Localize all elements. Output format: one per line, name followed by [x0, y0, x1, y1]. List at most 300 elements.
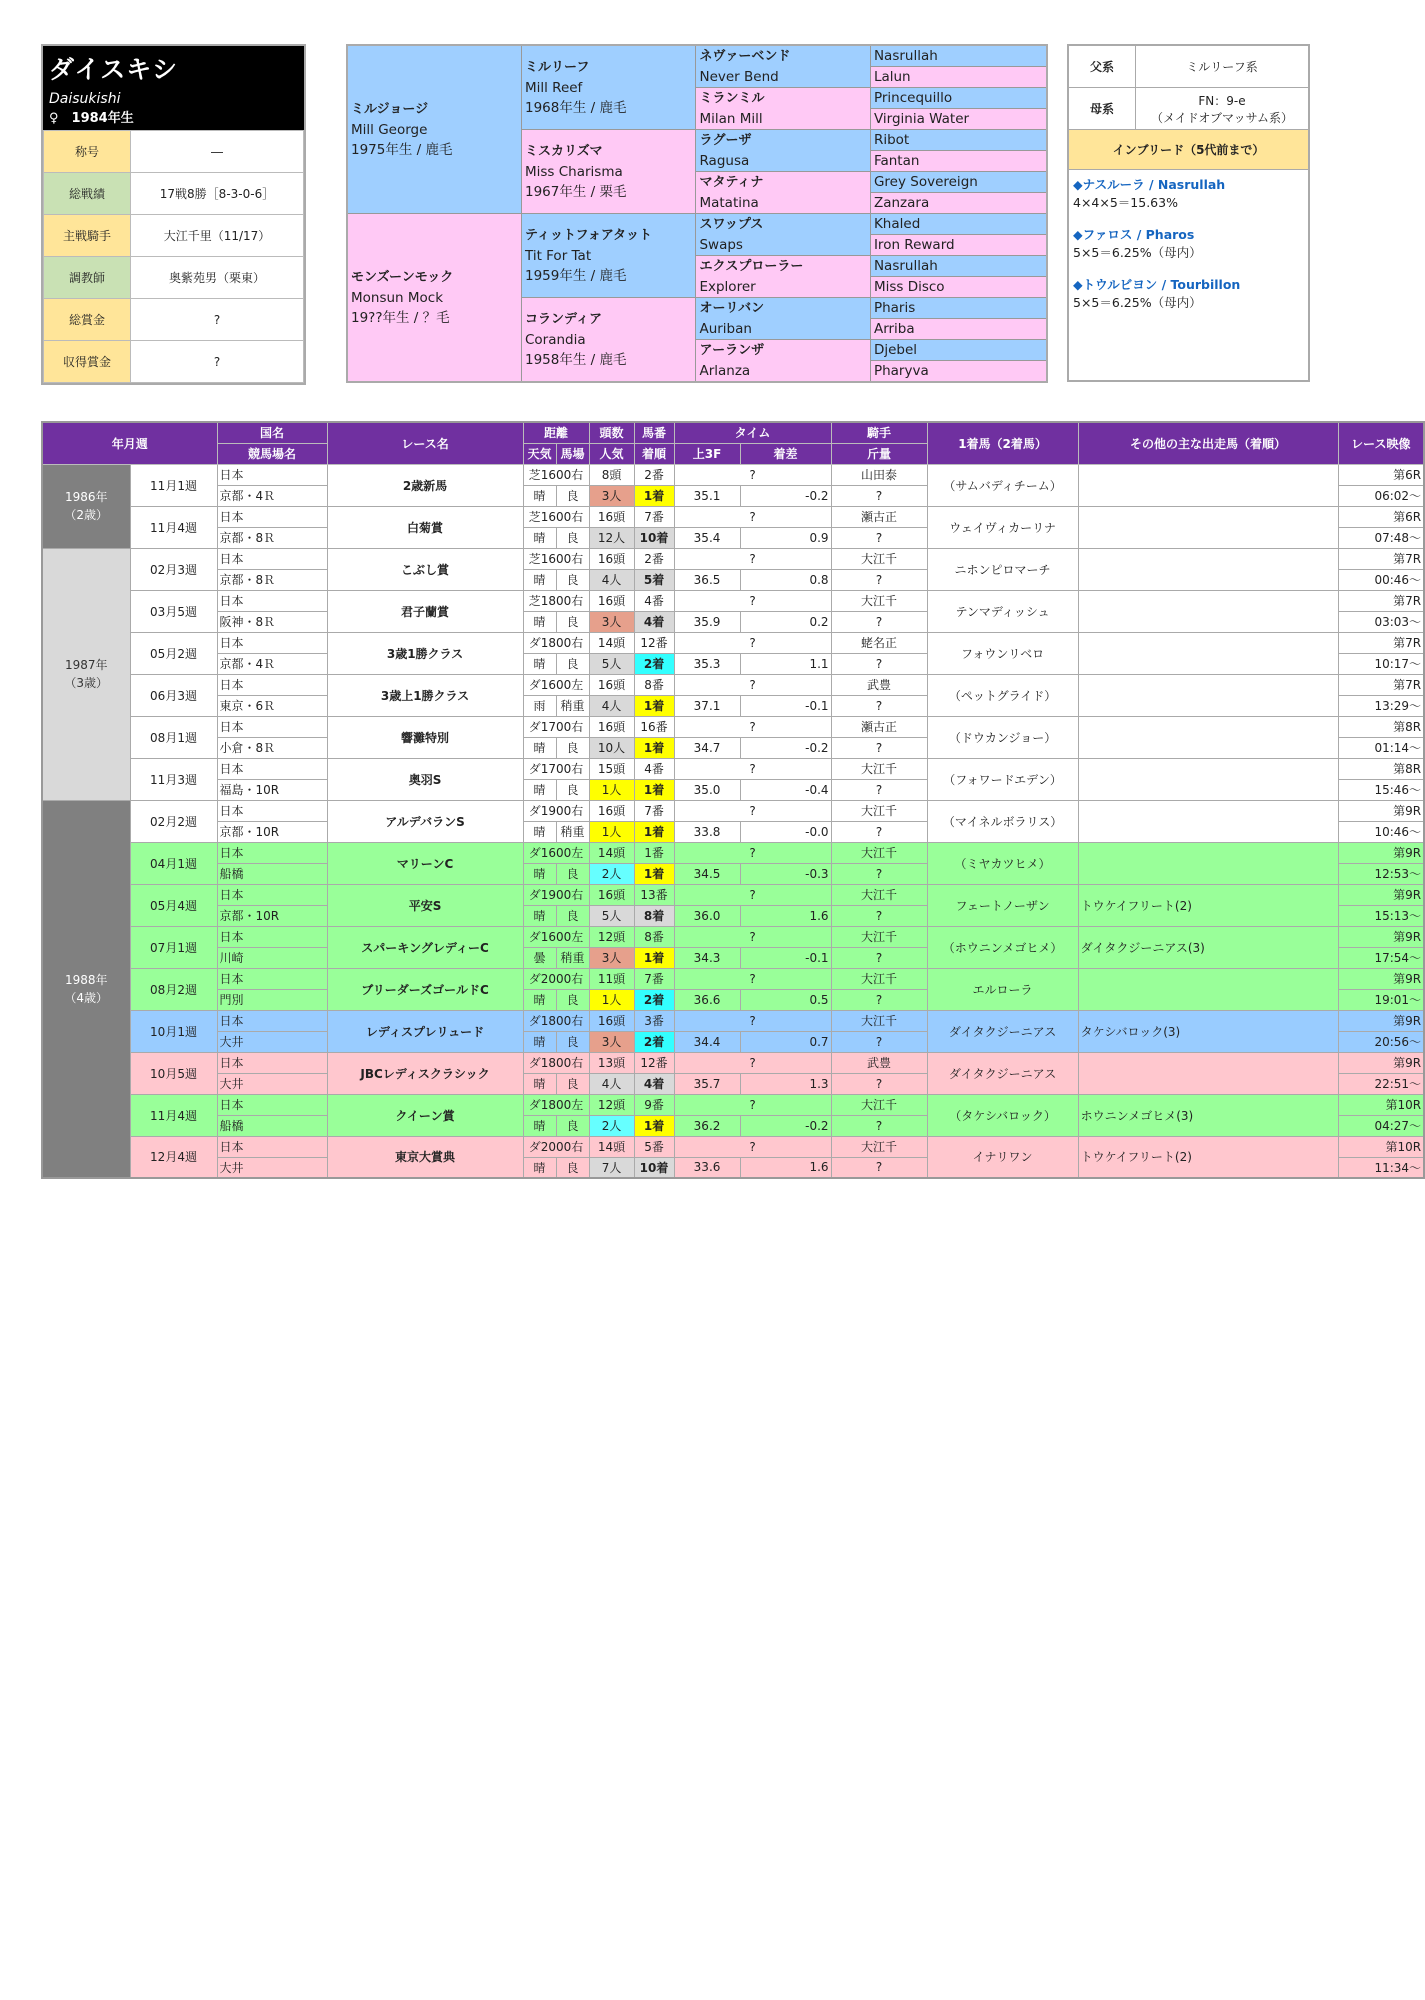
race-margin: -0.4: [740, 779, 831, 800]
race-others: [1078, 800, 1338, 842]
race-distance: ダ1800右: [523, 1010, 589, 1031]
race-distance: ダ1800右: [523, 632, 589, 653]
race-video-time[interactable]: 19:01～: [1338, 989, 1424, 1010]
race-jockey: 大江千: [831, 1010, 927, 1031]
profile-value: ―: [131, 131, 304, 173]
age-label: （4歳）: [64, 990, 109, 1005]
pedigree-name-en: Tit For Tat: [524, 247, 592, 264]
pedigree-name-jp: エクスプローラー: [699, 258, 804, 274]
pedigree-g4-ancestor: Djebel: [870, 340, 1047, 361]
pedigree-name-jp: ミスカリズマ: [524, 143, 603, 159]
year-cell: [42, 800, 130, 1178]
race-last3f: 36.6: [674, 989, 740, 1010]
race-weight: ?: [831, 779, 927, 800]
race-margin: -0.0: [740, 821, 831, 842]
race-jockey: 大江千: [831, 548, 927, 569]
race-year-month: 08月2週: [130, 968, 217, 1010]
race-others: トウケイフリート(2): [1078, 1136, 1338, 1178]
race-video-time[interactable]: 01:14～: [1338, 737, 1424, 758]
race-country: 日本: [217, 548, 327, 569]
race-number: 8番: [634, 926, 674, 947]
horse-name-block: [43, 46, 304, 130]
race-number: 12番: [634, 632, 674, 653]
race-condition: 稍重: [556, 947, 589, 968]
race-year-month: 10月5週: [130, 1052, 217, 1094]
race-track: 門別: [217, 989, 327, 1010]
race-finish: 1着: [634, 947, 674, 968]
race-others: [1078, 590, 1338, 632]
race-last3f: 36.5: [674, 569, 740, 590]
race-heads: 11頭: [589, 968, 634, 989]
pedigree-great-grandparent: [696, 298, 870, 340]
race-condition: 良: [556, 1031, 589, 1052]
race-weight: ?: [831, 737, 927, 758]
race-name: 君子蘭賞: [327, 590, 523, 632]
race-winner: （サムバディチーム）: [927, 464, 1078, 506]
race-weight: ?: [831, 569, 927, 590]
race-jockey: 大江千: [831, 590, 927, 611]
race-heads: 12頭: [589, 926, 634, 947]
race-distance: 芝1600右: [523, 548, 589, 569]
race-track: 京都・8Ｒ: [217, 527, 327, 548]
year-cell: [42, 464, 130, 548]
race-row-top: [42, 842, 1424, 863]
race-popularity: 4人: [589, 569, 634, 590]
pedigree-name-en: Ragusa: [699, 152, 750, 169]
th-jockey: 騎手: [831, 422, 927, 443]
race-weather: 晴: [523, 1031, 556, 1052]
race-weight: ?: [831, 1115, 927, 1136]
race-track: 京都・4Ｒ: [217, 653, 327, 674]
th-margin: 着差: [740, 443, 831, 464]
race-number: 7番: [634, 506, 674, 527]
race-name: 響灘特別: [327, 716, 523, 758]
race-video-round[interactable]: 第10R: [1338, 1136, 1424, 1157]
race-country: 日本: [217, 590, 327, 611]
race-row-top: [42, 1094, 1424, 1115]
race-number: 7番: [634, 968, 674, 989]
th-winner: 1着馬（2着馬）: [927, 422, 1078, 464]
pedigree-grandparent: [521, 298, 695, 383]
pedigree-name-en: Never Bend: [699, 68, 779, 85]
race-number: 9番: [634, 1094, 674, 1115]
pedigree-g4-ancestor: Zanzara: [870, 193, 1047, 214]
race-heads: 13頭: [589, 1052, 634, 1073]
race-video-round[interactable]: 第7R: [1338, 548, 1424, 569]
race-distance: ダ1600左: [523, 674, 589, 695]
race-track: 福島・10R: [217, 779, 327, 800]
race-record-table: [41, 421, 1425, 1179]
th-popularity: 人気: [589, 443, 634, 464]
race-time: ?: [674, 506, 831, 527]
race-row-top: [42, 1136, 1424, 1157]
profile-table: [43, 130, 304, 383]
race-heads: 16頭: [589, 590, 634, 611]
th-others: その他の主な出走馬（着順）: [1078, 422, 1338, 464]
race-row-top: [42, 884, 1424, 905]
race-others: ダイタクジーニアス(3): [1078, 926, 1338, 968]
pedigree-great-grandparent: [696, 45, 870, 88]
race-weather: 雨: [523, 695, 556, 716]
race-time: ?: [674, 674, 831, 695]
race-distance: ダ1600左: [523, 926, 589, 947]
race-popularity: 2人: [589, 863, 634, 884]
race-condition: 良: [556, 737, 589, 758]
race-winner: フェートノーザン: [927, 884, 1078, 926]
race-video-round[interactable]: 第10R: [1338, 1094, 1424, 1115]
race-jockey: 山田泰: [831, 464, 927, 485]
pedigree-name-jp: ミルリーフ: [524, 59, 590, 75]
race-distance: 芝1800右: [523, 590, 589, 611]
race-jockey: 大江千: [831, 926, 927, 947]
race-condition: 良: [556, 569, 589, 590]
race-weight: ?: [831, 653, 927, 674]
race-weight: ?: [831, 947, 927, 968]
race-last3f: 34.7: [674, 737, 740, 758]
race-track: 船橋: [217, 863, 327, 884]
race-year-month: 05月4週: [130, 884, 217, 926]
race-video-round[interactable]: 第8R: [1338, 758, 1424, 779]
race-weather: 晴: [523, 569, 556, 590]
race-margin: 0.9: [740, 527, 831, 548]
pedigree-name-en: Mill George: [351, 121, 428, 138]
race-popularity: 12人: [589, 527, 634, 548]
year-label: 1988年: [64, 972, 108, 987]
th-heads: 頭数: [589, 422, 634, 443]
pedigree-name-jp: ネヴァーベンド: [699, 48, 791, 64]
race-number: 3番: [634, 1010, 674, 1031]
pedigree-g4-ancestor: Nasrullah: [870, 45, 1047, 67]
th-last3f: 上3F: [674, 443, 740, 464]
pedigree-grandparent: [521, 214, 695, 298]
race-popularity: 1人: [589, 821, 634, 842]
race-finish: 5着: [634, 569, 674, 590]
inbreed-ancestor: ◆ファロス / Pharos: [1073, 227, 1195, 242]
pedigree-row: [347, 45, 1047, 67]
race-video-time[interactable]: 10:46～: [1338, 821, 1424, 842]
race-country: 日本: [217, 968, 327, 989]
race-video-time[interactable]: 20:56～: [1338, 1031, 1424, 1052]
race-country: 日本: [217, 1136, 327, 1157]
pedigree-great-grandparent: [696, 214, 870, 256]
race-popularity: 1人: [589, 779, 634, 800]
race-video-round[interactable]: 第9R: [1338, 1052, 1424, 1073]
race-weather: 晴: [523, 1157, 556, 1178]
race-number: 2番: [634, 548, 674, 569]
race-winner: （マイネルボラリス）: [927, 800, 1078, 842]
race-last3f: 36.0: [674, 905, 740, 926]
race-row-top: [42, 590, 1424, 611]
race-track: 阪神・8Ｒ: [217, 611, 327, 632]
race-number: 5番: [634, 1136, 674, 1157]
race-finish: 2着: [634, 1031, 674, 1052]
race-video-round[interactable]: 第9R: [1338, 884, 1424, 905]
race-winner: イナリワン: [927, 1136, 1078, 1178]
race-distance: ダ1700右: [523, 758, 589, 779]
race-popularity: 10人: [589, 737, 634, 758]
race-year-month: 10月1週: [130, 1010, 217, 1052]
race-number: 4番: [634, 758, 674, 779]
race-winner: フォウンリベロ: [927, 632, 1078, 674]
race-number: 8番: [634, 674, 674, 695]
race-weight: ?: [831, 485, 927, 506]
race-video-time[interactable]: 15:13～: [1338, 905, 1424, 926]
race-winner: （タケシバロック）: [927, 1094, 1078, 1136]
race-condition: 良: [556, 989, 589, 1010]
race-track: 京都・8Ｒ: [217, 569, 327, 590]
race-year-month: 11月3週: [130, 758, 217, 800]
race-video-round[interactable]: 第8R: [1338, 716, 1424, 737]
pedigree-name-en: Swaps: [699, 236, 743, 253]
horse-name-en: Daisukishi: [49, 91, 121, 107]
dam-line-family: FN：9-e: [1198, 93, 1246, 108]
pedigree-name-jp: ラグーザ: [699, 132, 752, 148]
pedigree-g4-ancestor: Miss Disco: [870, 277, 1047, 298]
th-video: レース映像: [1338, 422, 1424, 464]
race-country: 日本: [217, 1010, 327, 1031]
race-video-time[interactable]: 15:46～: [1338, 779, 1424, 800]
race-video-round[interactable]: 第9R: [1338, 800, 1424, 821]
race-heads: 16頭: [589, 800, 634, 821]
race-margin: 1.6: [740, 1157, 831, 1178]
race-distance: ダ1800右: [523, 1052, 589, 1073]
race-row-top: [42, 674, 1424, 695]
race-weather: 晴: [523, 989, 556, 1010]
profile-row: [44, 341, 304, 383]
race-video-round[interactable]: 第7R: [1338, 632, 1424, 653]
pedigree-g4-ancestor: Khaled: [870, 214, 1047, 235]
race-weight: ?: [831, 611, 927, 632]
race-others: [1078, 464, 1338, 506]
race-video-round[interactable]: 第9R: [1338, 926, 1424, 947]
race-margin: -0.1: [740, 695, 831, 716]
pedigree-g4-ancestor: Grey Sovereign: [870, 172, 1047, 193]
race-distance: ダ1900右: [523, 884, 589, 905]
pedigree-name-jp: ミランミル: [699, 90, 765, 106]
race-row-top: [42, 1010, 1424, 1031]
race-track: 船橋: [217, 1115, 327, 1136]
race-margin: -0.2: [740, 485, 831, 506]
race-jockey: 大江千: [831, 968, 927, 989]
race-number: 12番: [634, 1052, 674, 1073]
race-row-top: [42, 1052, 1424, 1073]
race-weight: ?: [831, 695, 927, 716]
race-others: [1078, 758, 1338, 800]
race-margin: -0.2: [740, 1115, 831, 1136]
race-video-time[interactable]: 13:29～: [1338, 695, 1424, 716]
race-time: ?: [674, 1010, 831, 1031]
race-condition: 稍重: [556, 821, 589, 842]
race-condition: 良: [556, 653, 589, 674]
race-finish: 4着: [634, 611, 674, 632]
race-popularity: 3人: [589, 611, 634, 632]
race-others: [1078, 1052, 1338, 1094]
race-popularity: 5人: [589, 653, 634, 674]
race-year-month: 02月2週: [130, 800, 217, 842]
race-year-month: 11月4週: [130, 506, 217, 548]
race-heads: 14頭: [589, 632, 634, 653]
race-country: 日本: [217, 632, 327, 653]
race-popularity: 7人: [589, 1157, 634, 1178]
race-last3f: 35.4: [674, 527, 740, 548]
race-weather: 晴: [523, 1115, 556, 1136]
race-track: 京都・4Ｒ: [217, 485, 327, 506]
race-jockey: 大江千: [831, 800, 927, 821]
race-winner: テンマディッシュ: [927, 590, 1078, 632]
race-jockey: 蛯名正: [831, 632, 927, 653]
race-margin: -0.2: [740, 737, 831, 758]
race-others: [1078, 842, 1338, 884]
pedigree-great-grandparent: [696, 172, 870, 214]
pedigree-info: 1968年生 / 鹿毛: [524, 99, 627, 116]
race-video-round[interactable]: 第9R: [1338, 842, 1424, 863]
race-video-time[interactable]: 04:27～: [1338, 1115, 1424, 1136]
race-time: ?: [674, 758, 831, 779]
race-jockey: 瀬古正: [831, 716, 927, 737]
race-heads: 8頭: [589, 464, 634, 485]
profile-label: 称号: [44, 131, 131, 173]
race-track: 京都・10R: [217, 821, 327, 842]
race-row-top: [42, 506, 1424, 527]
race-year-month: 07月1週: [130, 926, 217, 968]
race-country: 日本: [217, 1094, 327, 1115]
race-country: 日本: [217, 674, 327, 695]
pedigree-name-jp: モンズーンモック: [351, 269, 454, 285]
race-time: ?: [674, 1052, 831, 1073]
race-last3f: 36.2: [674, 1115, 740, 1136]
race-weather: 晴: [523, 737, 556, 758]
race-others: [1078, 716, 1338, 758]
race-name: 白菊賞: [327, 506, 523, 548]
race-condition: 良: [556, 779, 589, 800]
profile-label: 主戦騎手: [44, 215, 131, 257]
race-finish: 1着: [634, 863, 674, 884]
race-video-round[interactable]: 第9R: [1338, 968, 1424, 989]
pedigree-name-en: Mill Reef: [524, 79, 583, 96]
profile-value: ?: [131, 341, 304, 383]
race-video-round[interactable]: 第6R: [1338, 464, 1424, 485]
race-others: [1078, 674, 1338, 716]
pedigree-g4-ancestor: Iron Reward: [870, 235, 1047, 256]
race-row-top: [42, 716, 1424, 737]
race-weight: ?: [831, 1031, 927, 1052]
race-margin: 0.7: [740, 1031, 831, 1052]
pedigree-table: [346, 44, 1048, 383]
race-row-top: [42, 464, 1424, 485]
race-margin: -0.1: [740, 947, 831, 968]
horse-sex-birth: ♀ 1984年生: [49, 111, 134, 126]
race-popularity: 5人: [589, 905, 634, 926]
race-video-time[interactable]: 12:53～: [1338, 863, 1424, 884]
th-condition: 馬場: [556, 443, 589, 464]
race-video-time[interactable]: 06:02～: [1338, 485, 1424, 506]
pedigree-name-jp: ミルジョージ: [351, 101, 429, 117]
race-row-top: [42, 758, 1424, 779]
race-winner: （ドウカンジョー）: [927, 716, 1078, 758]
race-jockey: 瀬古正: [831, 506, 927, 527]
race-video-round[interactable]: 第6R: [1338, 506, 1424, 527]
profile-label: 総戦績: [44, 173, 131, 215]
race-video-round[interactable]: 第7R: [1338, 674, 1424, 695]
pedigree-g4-ancestor: Nasrullah: [870, 256, 1047, 277]
race-video-round[interactable]: 第9R: [1338, 1010, 1424, 1031]
race-margin: -0.3: [740, 863, 831, 884]
race-video-time[interactable]: 07:48～: [1338, 527, 1424, 548]
race-number: 7番: [634, 800, 674, 821]
profile-row: [44, 131, 304, 173]
profile-value: ?: [131, 299, 304, 341]
race-weight: ?: [831, 1157, 927, 1178]
pedigree-name-jp: ティットフォアタット: [524, 227, 652, 243]
race-heads: 12頭: [589, 1094, 634, 1115]
race-weight: ?: [831, 527, 927, 548]
race-weather: 晴: [523, 653, 556, 674]
race-distance: ダ1700右: [523, 716, 589, 737]
race-country: 日本: [217, 464, 327, 485]
inbreed-header: インブリード（5代前まで）: [1069, 130, 1308, 170]
race-distance: ダ1600左: [523, 842, 589, 863]
race-name: 3歳1勝クラス: [327, 632, 523, 674]
race-video-round[interactable]: 第7R: [1338, 590, 1424, 611]
race-name: 3歳上1勝クラス: [327, 674, 523, 716]
race-condition: 良: [556, 1115, 589, 1136]
race-winner: エルローラ: [927, 968, 1078, 1010]
race-number: 13番: [634, 884, 674, 905]
profile-row: [44, 257, 304, 299]
race-finish: 4着: [634, 1073, 674, 1094]
race-name: マリーンC: [327, 842, 523, 884]
race-last3f: 33.6: [674, 1157, 740, 1178]
race-track: 京都・10R: [217, 905, 327, 926]
dam-line-label: 母系: [1089, 102, 1114, 116]
race-row-top: [42, 926, 1424, 947]
race-finish: 1着: [634, 779, 674, 800]
race-video-time[interactable]: 11:34～: [1338, 1157, 1424, 1178]
race-weather: 晴: [523, 821, 556, 842]
profile-value: 17戦8勝［8-3-0-6］: [131, 173, 304, 215]
race-time: ?: [674, 464, 831, 485]
race-weight: ?: [831, 863, 927, 884]
pedigree-dam: [347, 214, 521, 383]
pedigree-name-en: Miss Charisma: [524, 163, 623, 180]
race-video-time[interactable]: 03:03～: [1338, 611, 1424, 632]
pedigree-name-en: Milan Mill: [699, 110, 763, 127]
race-jockey: 大江千: [831, 842, 927, 863]
pedigree-name-jp: スワップス: [699, 216, 764, 232]
pedigree-great-grandparent: [696, 130, 870, 172]
race-track: 小倉・8Ｒ: [217, 737, 327, 758]
race-winner: （ペットグライド）: [927, 674, 1078, 716]
race-year-month: 11月4週: [130, 1094, 217, 1136]
race-time: ?: [674, 716, 831, 737]
race-video-time[interactable]: 10:17～: [1338, 653, 1424, 674]
race-others: [1078, 506, 1338, 548]
race-jockey: 大江千: [831, 1136, 927, 1157]
th-distance: 距離: [523, 422, 589, 443]
race-weather: 晴: [523, 611, 556, 632]
race-video-time[interactable]: 22:51～: [1338, 1073, 1424, 1094]
pedigree-name-en: Monsun Mock: [351, 289, 444, 306]
race-margin: 1.3: [740, 1073, 831, 1094]
pedigree-g4-ancestor: Pharyva: [870, 361, 1047, 383]
inbreed-percentage: 5×5＝6.25%（母内）: [1073, 245, 1202, 260]
race-video-time[interactable]: 00:46～: [1338, 569, 1424, 590]
race-video-time[interactable]: 17:54～: [1338, 947, 1424, 968]
inbreed-percentage: 4×4×5＝15.63%: [1073, 195, 1178, 210]
race-finish: 8着: [634, 905, 674, 926]
inbreed-ancestor: ◆ナスルーラ / Nasrullah: [1073, 177, 1226, 192]
race-country: 日本: [217, 842, 327, 863]
